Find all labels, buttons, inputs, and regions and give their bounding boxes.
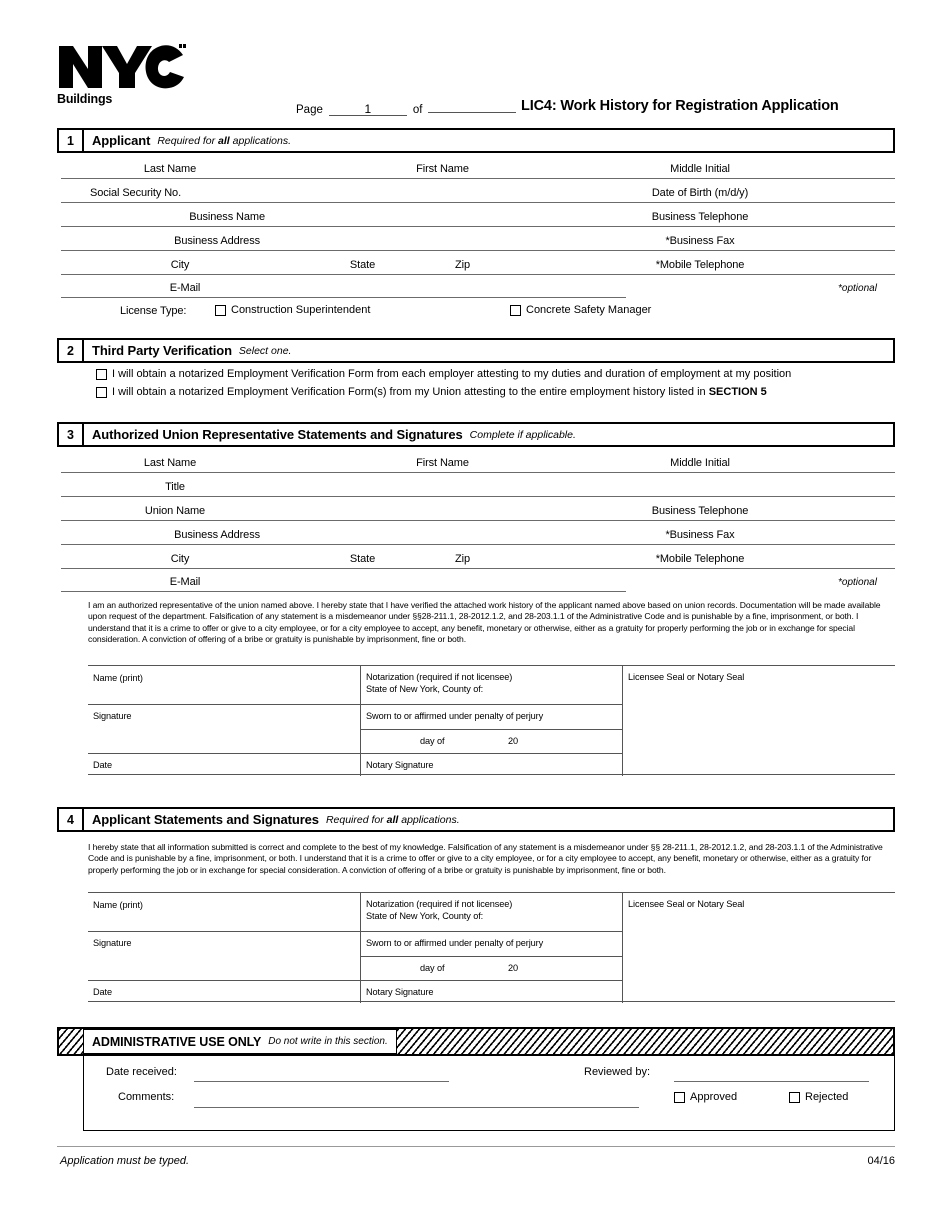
section-3-hint: Complete if applicable. [469,428,576,441]
section-3-legal-text: I am an authorized representative of the union named above. I hereby state that I have verified the attached work history of the applicant named above based on union records. Documentation will be made available upon request of the department. Falsification of any statement is a misdemeanor under §§28-211.1, 28-2012.1.2, and 28-203.1.1 of the Administrative Code and is punishable by a fine, imprisonment, or both. I understand that it is a crime to offer or give to a city employee, or for a city employee to accept, any benefit, monetary or otherwise, either as a gratuity for properly performing the job or in exchange for special consideration. A conviction of offering of a bribe or gratuity is punishable by imprisonment, fine or both. [88,600,881,645]
notary4-hline-3 [88,980,622,981]
section-1-title: Applicant [92,133,151,148]
label-union-mobile-telephone: *Mobile Telephone [655,553,745,565]
label-social-security: Social Security No. [90,187,182,199]
checkbox-construction-superintendent[interactable] [215,305,226,316]
notary3-sworn: Sworn to or affirmed under penalty of perjury [366,711,544,721]
section-2-title: Third Party Verification [92,343,232,358]
page-total-field[interactable] [428,99,516,113]
notary4-seal[interactable]: Licensee Seal or Notary Seal [628,899,745,909]
label-union-last-name: Last Name [143,457,197,469]
notary3-day-of[interactable]: day of [420,736,445,746]
section-1-number: 1 [59,130,84,151]
notary3-notarization-line2[interactable]: State of New York, County of: [366,684,484,694]
verification-option-union[interactable] [96,386,767,398]
label-union-zip: Zip [455,553,470,565]
section-1-header [57,128,895,153]
notary3-hline-3 [88,753,622,754]
rule-row-5[interactable] [61,274,895,275]
rule-union-row-5[interactable] [61,568,895,569]
admin-rejected-label: Rejected [805,1091,849,1103]
notary4-hline-2 [360,956,622,957]
notary4-signature[interactable]: Signature [93,938,132,948]
of-label: of [412,104,423,116]
notary3-name-print[interactable]: Name (print) [93,673,143,683]
notary3-notary-signature[interactable]: Notary Signature [366,760,434,770]
license-option-construction-superintendent[interactable] [215,304,370,316]
notary3-vline-1 [360,666,361,776]
page-label: Page [296,104,323,116]
label-reviewed-by: Reviewed by: [584,1066,651,1078]
section-4-title: Applicant Statements and Signatures [92,812,319,827]
checkbox-concrete-safety-manager[interactable] [510,305,521,316]
section-4-notary-table [88,892,895,1002]
license-option-concrete-safety-manager[interactable] [510,304,651,316]
label-middle-initial: Middle Initial [670,163,730,175]
notary4-notarization-line1: Notarization (required if not licensee) [366,899,513,909]
notary3-year[interactable]: 20 [508,736,519,746]
form-header [0,0,950,125]
license-option-label-0: Construction Superintendent [231,304,371,316]
label-union-state: State [349,553,376,565]
optional-note-2: *optional [838,577,877,588]
page-number-field[interactable]: 1 [329,102,407,116]
label-business-address: Business Address [174,235,260,247]
label-union-business-telephone: Business Telephone [651,505,749,517]
label-mobile-telephone: *Mobile Telephone [655,259,745,271]
notary4-day-of[interactable]: day of [420,963,445,973]
label-email: E-Mail [169,282,201,294]
label-first-name: First Name [416,163,469,175]
nyc-logo-icon [57,42,187,92]
rule-union-row-6[interactable] [61,591,626,592]
rule-comments[interactable] [194,1107,639,1108]
notary3-vline-2 [622,666,623,776]
notary3-signature[interactable]: Signature [93,711,132,721]
rule-union-row-3[interactable] [61,520,895,521]
section-3-notary-table [88,665,895,775]
label-date-of-birth: Date of Birth (m/d/y) [651,187,749,199]
section-4-header [57,807,895,832]
verification-option-employer[interactable] [96,368,791,380]
administrative-use-section [57,1027,895,1131]
label-last-name: Last Name [143,163,197,175]
label-state: State [349,259,376,271]
rule-reviewed-by[interactable] [674,1081,869,1082]
checkbox-rejected[interactable] [789,1092,800,1103]
admin-rejected-option[interactable] [789,1091,848,1103]
checkbox-verification-employer[interactable] [96,369,107,380]
label-license-type: License Type: [120,305,187,317]
notary4-name-print[interactable]: Name (print) [93,900,143,910]
label-comments: Comments: [118,1091,175,1103]
section-2-header [57,338,895,363]
notary4-year[interactable]: 20 [508,963,519,973]
footer-divider [57,1146,895,1147]
footer-note: Application must be typed. [60,1155,190,1167]
section-3-header [57,422,895,447]
optional-note-1: *optional [838,283,877,294]
section-4-legal-text: I hereby state that all information submitted is correct and complete to the best of my knowledge. Falsification of any statement is a misdemeanor under §§ 28-211.1, 28-2012.1.2, and 28-203.1.1 of the Administrative Code and is punishable by a fine, imprisonment, or both. I understand that it is a crime to offer or give to a city employee, or for a city employee to accept, any benefit, monetary or otherwise, either as a gratuity for properly performing the job or in exchange for special consideration. A conviction of offering of a bribe or gratuity is punishable by imprisonment, fine or both. [88,842,883,875]
rule-row-6[interactable] [61,297,626,298]
page-number-group [296,99,516,116]
admin-title: ADMINISTRATIVE USE ONLY [92,1034,262,1049]
notary3-hline-1 [88,704,622,705]
notary3-hline-2 [360,729,622,730]
notary4-date[interactable]: Date [93,987,113,997]
label-union-name: Union Name [144,505,206,517]
rule-row-1[interactable] [61,178,895,179]
verification-option-label-1: I will obtain a notarized Employment Verification Form(s) from my Union attesting to the entire employment history listed in SECTION 5 [112,386,767,398]
rule-union-row-2[interactable] [61,496,895,497]
label-union-business-address: Business Address [174,529,260,541]
label-zip: Zip [455,259,470,271]
section-3-title: Authorized Union Representative Statements and Signatures [92,427,463,442]
section-2-number: 2 [59,340,84,361]
label-union-middle-initial: Middle Initial [670,457,730,469]
rule-row-4[interactable] [61,250,895,251]
notary3-notarization-line1: Notarization (required if not licensee) [366,672,513,682]
logo-wordmark: Buildings [57,92,113,106]
admin-approved-option[interactable] [674,1091,737,1103]
admin-hint: Do not write in this section. [268,1036,388,1047]
notary3-seal[interactable]: Licensee Seal or Notary Seal [628,672,745,682]
label-date-received: Date received: [106,1066,177,1078]
notary4-vline-1 [360,893,361,1003]
rule-row-2[interactable] [61,202,895,203]
notary4-notary-signature[interactable]: Notary Signature [366,987,434,997]
section-2-hint: Select one. [238,344,292,357]
label-union-email: E-Mail [169,576,201,588]
notary3-date[interactable]: Date [93,760,113,770]
rule-date-received[interactable] [194,1081,449,1082]
section-4-hint: Required for all applications. [325,813,460,826]
label-business-name: Business Name [189,211,265,223]
page-title: LIC4: Work History for Registration Application [521,98,839,114]
notary4-notarization-line2[interactable]: State of New York, County of: [366,911,484,921]
checkbox-approved[interactable] [674,1092,685,1103]
rule-union-row-1[interactable] [61,472,895,473]
label-union-business-fax: *Business Fax [665,529,735,541]
footer-revision: 04/16 [867,1155,895,1167]
admin-title-box [83,1029,397,1054]
notary4-sworn: Sworn to or affirmed under penalty of perjury [366,938,544,948]
label-city: City [170,259,190,271]
license-option-label-1: Concrete Safety Manager [526,304,652,316]
admin-body [83,1056,895,1131]
section-3-number: 3 [59,424,84,445]
notary4-vline-2 [622,893,623,1003]
label-union-city: City [170,553,190,565]
label-business-telephone: Business Telephone [651,211,749,223]
rule-row-3[interactable] [61,226,895,227]
checkbox-verification-union[interactable] [96,387,107,398]
admin-approved-label: Approved [690,1091,738,1103]
section-4-number: 4 [59,809,84,830]
label-business-fax: *Business Fax [665,235,735,247]
label-union-first-name: First Name [416,457,469,469]
section-1-hint: Required for all applications. [157,134,292,147]
notary4-hline-1 [88,931,622,932]
rule-union-row-4[interactable] [61,544,895,545]
verification-option-label-0: I will obtain a notarized Employment Verification Form from each employer attesting to my duties and duration of employment at my position [112,368,792,380]
nyc-buildings-logo [57,42,197,106]
label-union-title: Title [165,481,185,493]
